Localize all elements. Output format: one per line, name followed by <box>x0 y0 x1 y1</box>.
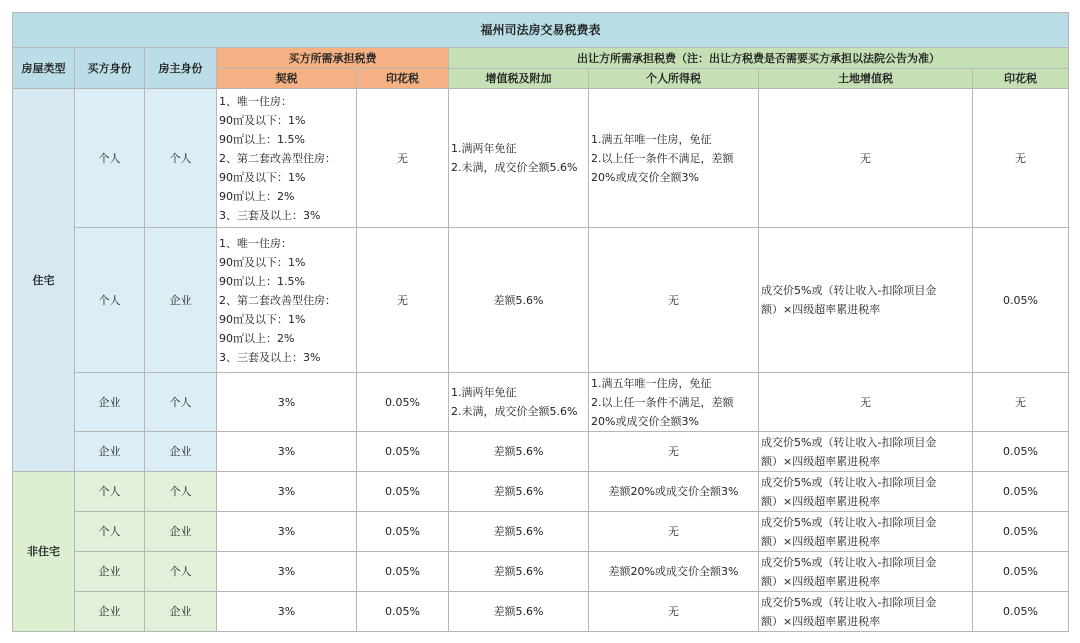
cell-line: 成交价5%或（转让收入-扣除项目金 <box>761 435 937 449</box>
cell-line: 额）×四级超率累进税率 <box>761 494 881 508</box>
table-row <box>13 373 1069 432</box>
cell-line: 20%或成交价全额3% <box>591 414 699 428</box>
cell-vat <box>449 373 589 432</box>
cell-line: 1、唯一住房： <box>219 94 292 108</box>
cell-line: 3% <box>277 395 296 409</box>
cell-line: 1.满五年唯一住房，免征 <box>591 376 712 390</box>
cell-stamp-tax-seller: 无 <box>973 373 1069 432</box>
cell-line: 差额5.6% <box>493 485 544 498</box>
cell-line: 无 <box>860 151 871 165</box>
cell-stamp-tax-buyer: 无 <box>357 89 449 228</box>
category-residential: 住宅 <box>13 89 75 472</box>
cell-line: 2.以上任一条件不满足，差额 <box>591 395 734 409</box>
cell-line: 2、第二套改善型住房： <box>219 293 336 307</box>
cell-land-vat <box>759 228 973 373</box>
cell-stamp-tax-seller: 0.05% <box>973 472 1069 512</box>
cell-deed-tax <box>217 552 357 592</box>
cell-line: 差额5.6% <box>493 445 544 458</box>
cell-line: 90㎡以上：1.5% <box>219 132 305 146</box>
cell-line: 成交价5%或（转让收入-扣除项目金 <box>761 475 937 489</box>
header-income-tax: 个人所得税 <box>589 69 759 89</box>
cell-owner-identity: 企业 <box>145 228 217 373</box>
cell-income-tax <box>589 432 759 472</box>
cell-stamp-tax-buyer: 0.05% <box>357 472 449 512</box>
cell-line: 90㎡以上：2% <box>219 189 295 203</box>
header-vat: 增值税及附加 <box>449 69 589 89</box>
cell-buyer-identity: 个人 <box>75 228 145 373</box>
cell-stamp-tax-buyer: 0.05% <box>357 373 449 432</box>
cell-line: 3% <box>277 485 296 498</box>
cell-line: 成交价5%或（转让收入-扣除项目金 <box>761 284 937 297</box>
cell-income-tax <box>589 89 759 228</box>
cell-line: 差额5.6% <box>493 293 544 307</box>
cell-line: 3、三套及以上：3% <box>219 350 321 364</box>
cell-line: 差额5.6% <box>493 525 544 538</box>
cell-owner-identity: 个人 <box>145 89 217 228</box>
table-row <box>13 89 1069 228</box>
cell-line: 3% <box>277 565 296 578</box>
cell-vat <box>449 432 589 472</box>
cell-owner-identity: 企业 <box>145 592 217 632</box>
cell-stamp-tax-buyer: 无 <box>357 228 449 373</box>
cell-deed-tax <box>217 89 357 228</box>
header-land-vat: 土地增值税 <box>759 69 973 89</box>
cell-line: 无 <box>668 445 679 458</box>
cell-vat <box>449 89 589 228</box>
cell-owner-identity: 个人 <box>145 472 217 512</box>
cell-line: 3、三套及以上：3% <box>219 208 321 222</box>
cell-line: 2.未满，成交价全额5.6% <box>451 405 578 418</box>
cell-stamp-tax-seller: 无 <box>973 89 1069 228</box>
cell-line: 无 <box>668 525 679 538</box>
cell-line: 90㎡及以下：1% <box>219 113 306 127</box>
cell-owner-identity: 企业 <box>145 432 217 472</box>
table-row <box>13 228 1069 373</box>
table-row <box>13 552 1069 592</box>
cell-line: 3% <box>277 445 296 458</box>
cell-line: 1.满两年免征 <box>451 386 517 399</box>
cell-line: 1、唯一住房： <box>219 236 292 250</box>
cell-owner-identity: 个人 <box>145 552 217 592</box>
cell-line: 差额20%或成交价全额3% <box>608 485 739 498</box>
cell-buyer-identity: 个人 <box>75 512 145 552</box>
cell-income-tax <box>589 228 759 373</box>
cell-vat <box>449 552 589 592</box>
cell-stamp-tax-seller: 0.05% <box>973 552 1069 592</box>
cell-vat <box>449 472 589 512</box>
cell-line: 差额5.6% <box>493 565 544 578</box>
cell-line: 2、第二套改善型住房： <box>219 151 336 165</box>
cell-line: 差额20%或成交价全额3% <box>608 565 739 578</box>
cell-line: 90㎡及以下：1% <box>219 255 306 269</box>
cell-deed-tax <box>217 592 357 632</box>
cell-stamp-tax-seller: 0.05% <box>973 512 1069 552</box>
cell-line: 3% <box>277 605 296 618</box>
cell-stamp-tax-buyer: 0.05% <box>357 552 449 592</box>
cell-income-tax <box>589 373 759 432</box>
cell-land-vat <box>759 432 973 472</box>
cell-land-vat <box>759 592 973 632</box>
cell-line: 无 <box>668 293 679 307</box>
cell-buyer-identity: 企业 <box>75 432 145 472</box>
header-seller-group: 出让方所需承担税费（注：出让方税费是否需要买方承担以法院公告为准） <box>449 48 1069 69</box>
cell-stamp-tax-buyer: 0.05% <box>357 512 449 552</box>
cell-line: 成交价5%或（转让收入-扣除项目金 <box>761 595 937 609</box>
cell-stamp-tax-seller: 0.05% <box>973 432 1069 472</box>
cell-stamp-tax-buyer: 0.05% <box>357 592 449 632</box>
header-owner-identity: 房主身份 <box>145 48 217 89</box>
cell-line: 1.满两年免征 <box>451 142 517 155</box>
header-house-type: 房屋类型 <box>13 48 75 89</box>
cell-income-tax <box>589 552 759 592</box>
cell-buyer-identity: 企业 <box>75 373 145 432</box>
cell-line: 2.未满，成交价全额5.6% <box>451 161 578 174</box>
cell-line: 额）×四级超率累进税率 <box>761 614 881 628</box>
cell-income-tax <box>589 512 759 552</box>
cell-buyer-identity: 企业 <box>75 592 145 632</box>
cell-deed-tax <box>217 432 357 472</box>
cell-deed-tax <box>217 512 357 552</box>
table-row <box>13 512 1069 552</box>
cell-line: 成交价5%或（转让收入-扣除项目金 <box>761 555 937 569</box>
header-stamp-tax-seller: 印花税 <box>973 69 1069 89</box>
cell-land-vat <box>759 89 973 228</box>
tax-table <box>12 12 1069 632</box>
cell-deed-tax <box>217 228 357 373</box>
cell-land-vat <box>759 512 973 552</box>
header-deed-tax: 契税 <box>217 69 357 89</box>
cell-stamp-tax-seller: 0.05% <box>973 592 1069 632</box>
cell-line: 1.满五年唯一住房，免征 <box>591 132 712 146</box>
cell-land-vat <box>759 472 973 512</box>
cell-line: 额）×四级超率累进税率 <box>761 574 881 588</box>
cell-line: 成交价5%或（转让收入-扣除项目金 <box>761 515 937 529</box>
header-buyer-identity: 买方身份 <box>75 48 145 89</box>
table-row <box>13 472 1069 512</box>
cell-land-vat <box>759 552 973 592</box>
cell-buyer-identity: 企业 <box>75 552 145 592</box>
cell-owner-identity: 企业 <box>145 512 217 552</box>
header-buyer-group: 买方所需承担税费 <box>217 48 449 69</box>
cell-line: 无 <box>860 395 871 409</box>
cell-line: 额）×四级超率累进税率 <box>761 454 881 468</box>
cell-line: 20%或成交价全额3% <box>591 170 699 184</box>
cell-land-vat <box>759 373 973 432</box>
cell-line: 3% <box>277 525 296 538</box>
table-row <box>13 432 1069 472</box>
header-stamp-tax-buyer: 印花税 <box>357 69 449 89</box>
cell-buyer-identity: 个人 <box>75 89 145 228</box>
cell-buyer-identity: 个人 <box>75 472 145 512</box>
cell-income-tax <box>589 592 759 632</box>
cell-stamp-tax-buyer: 0.05% <box>357 432 449 472</box>
cell-line: 差额5.6% <box>493 605 544 618</box>
table-row <box>13 592 1069 632</box>
cell-line: 额）×四级超率累进税率 <box>761 303 881 316</box>
cell-vat <box>449 228 589 373</box>
cell-line: 无 <box>668 605 679 618</box>
cell-line: 2.以上任一条件不满足，差额 <box>591 151 734 165</box>
cell-line: 额）×四级超率累进税率 <box>761 534 881 548</box>
cell-deed-tax <box>217 472 357 512</box>
cell-deed-tax <box>217 373 357 432</box>
cell-vat <box>449 512 589 552</box>
cell-stamp-tax-seller: 0.05% <box>973 228 1069 373</box>
cell-income-tax <box>589 472 759 512</box>
cell-line: 90㎡及以下：1% <box>219 170 306 184</box>
cell-owner-identity: 个人 <box>145 373 217 432</box>
cell-line: 90㎡及以下：1% <box>219 312 306 326</box>
category-non-residential: 非住宅 <box>13 472 75 632</box>
cell-vat <box>449 592 589 632</box>
cell-line: 90㎡以上：2% <box>219 331 295 345</box>
cell-line: 90㎡以上：1.5% <box>219 274 305 288</box>
table-title: 福州司法房交易税费表 <box>13 13 1069 48</box>
